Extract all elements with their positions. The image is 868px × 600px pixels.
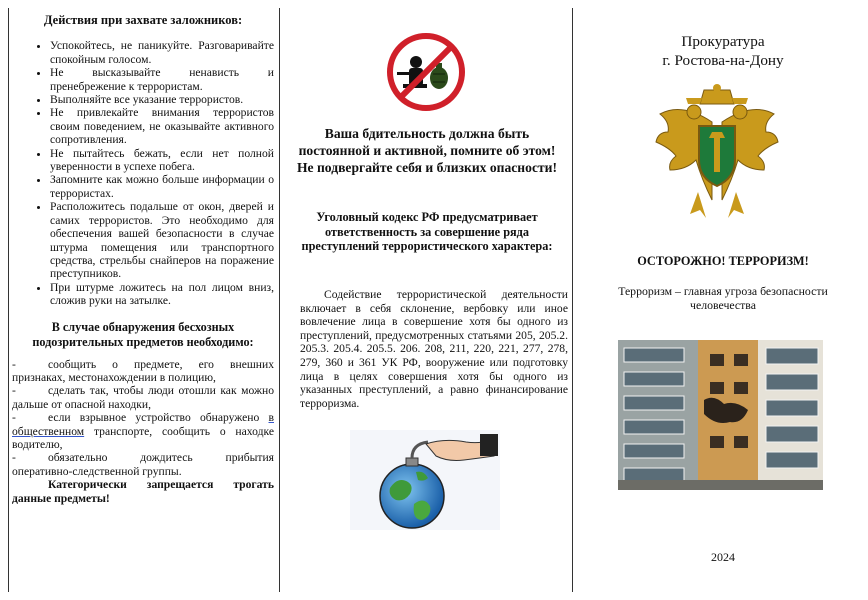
year: 2024 bbox=[711, 550, 735, 564]
damaged-building-photo bbox=[618, 340, 823, 490]
hostage-list bbox=[12, 39, 274, 307]
cover-column bbox=[578, 0, 868, 600]
dash-item: - сделать так, чтобы люди отошли как можно дальше от опасной находки, bbox=[12, 384, 274, 411]
dash-text: сообщить о предмете, его внешних признаках, местонахождении в полицию, bbox=[12, 357, 274, 384]
warning-title: ОСТОРОЖНО! ТЕРРОРИЗМ! bbox=[637, 254, 809, 268]
warning-subtitle: Терроризм – главная угроза безопасности человечества bbox=[618, 284, 828, 312]
dash-item: - если взрывное устройство обнаружено в общественном транспорте, сообщить о находке водителю, bbox=[12, 411, 274, 451]
column-divider-left bbox=[8, 8, 9, 592]
organization-name bbox=[578, 32, 868, 70]
prosecutor-emblem bbox=[654, 82, 780, 222]
dash-text: транспорте, сообщить о находке водителю, bbox=[12, 424, 274, 451]
org-line-2: г. Ростова-на-Дону bbox=[662, 52, 784, 69]
dash-text: если взрывное устройство обнаружено bbox=[48, 411, 260, 425]
criminal-code-body: Содействие террористической деятельности включает в себя склонение, вербовку или иное вовлечение лица в совершение хотя бы одного из преступлений, предусмотренных статьями 205, 205.2. 205.3. 205.4. 205.5. 206. 208, 211, 220, 221, 277, 278, 279, 360 и 361 УК РФ, вооружение или подготовку лица в целях совершения хотя бы одного из указанных преступлений, а равно финансирование терроризма. bbox=[300, 288, 568, 410]
suspicious-items-title: В случае обнаружения бесхозных подозрительных предметов необходимо: bbox=[32, 319, 254, 349]
list-item: • Успокойтесь, не паникуйте. Разговаривайте спокойным голосом. bbox=[50, 39, 274, 66]
grenade-globe-illustration bbox=[350, 430, 500, 530]
underlined-text: в общественном bbox=[12, 411, 274, 438]
criminal-code-column bbox=[282, 0, 572, 600]
vigilance-text: Ваша бдительность должна быть постоянной и активной, помните об этом! Не подвергайте себя и близких опасности! bbox=[296, 126, 558, 175]
list-item: • Запомните как можно больше информации о террористах. bbox=[50, 173, 274, 200]
dash-text: обязательно дождитесь прибытия оперативно-следственной группы. bbox=[12, 451, 274, 478]
column-divider-2 bbox=[572, 8, 573, 592]
no-terrorism-icon bbox=[383, 32, 469, 112]
list-item: • Не привлекайте внимания террористов своим поведением, не оказывайте активного сопротивления. bbox=[50, 106, 274, 146]
hostage-title: Действия при захвате заложников: bbox=[43, 13, 243, 27]
dash-text: сделать так, чтобы люди отошли как можно дальше от опасной находки, bbox=[12, 384, 274, 411]
list-item: • Не пытайтесь бежать, если нет полной уверенности в успехе побега. bbox=[50, 147, 274, 174]
org-line-1: Прокуратура bbox=[681, 33, 765, 50]
criminal-code-title: Уголовный кодекс РФ предусматривает ответственность за совершение ряда преступлений террористического характера: bbox=[301, 210, 553, 253]
list-item: • Не высказывайте ненависть и пренебрежение к террористам. bbox=[50, 66, 274, 93]
list-item: • При штурме ложитесь на пол лицом вниз, сложив руки на затылке. bbox=[50, 281, 274, 308]
dash-item: - сообщить о предмете, его внешних признаках, местонахождении в полицию, bbox=[12, 357, 274, 384]
dash-item: - обязательно дождитесь прибытия оперативно-следственной группы. bbox=[12, 451, 274, 478]
list-item: • Выполняйте все указание террористов. bbox=[50, 93, 274, 106]
hostage-column bbox=[12, 0, 274, 505]
list-item: • Расположитесь подальше от окон, дверей и самих террористов. Это необходимо для обеспечения вашей безопасности в случае штурма помещения или транспортного средства, стрельбы снайперов на поражение преступников. bbox=[50, 200, 274, 280]
final-warning: Категорически запрещается трогать данные предметы! bbox=[12, 478, 274, 505]
column-divider-1 bbox=[279, 8, 280, 592]
